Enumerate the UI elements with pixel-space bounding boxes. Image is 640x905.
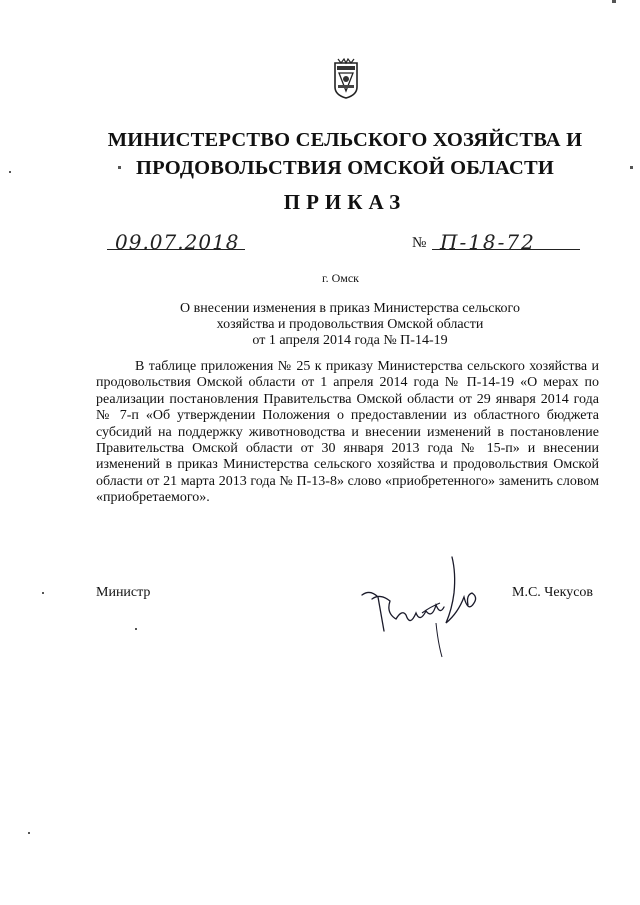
scan-speck <box>42 592 44 594</box>
date-underline <box>107 249 245 250</box>
ministry-line-2: ПРОДОВОЛЬСТВИЯ ОМСКОЙ ОБЛАСТИ <box>135 157 554 179</box>
signatory-name: М.С. Чекусов <box>512 585 594 600</box>
scan-speck <box>28 832 30 834</box>
number-label: № <box>412 235 427 251</box>
scan-speck <box>135 628 137 630</box>
date-handwritten: 09.07.2018 <box>115 230 240 254</box>
ministry-name <box>80 126 610 182</box>
number-handwritten: П-18-72 <box>440 230 536 254</box>
document-type-title: ПРИКАЗ <box>283 190 407 214</box>
scan-speck <box>9 171 11 173</box>
coat-of-arms-icon <box>333 57 359 99</box>
subject-line-3: от 1 апреля 2014 года № П-14-19 <box>252 333 448 348</box>
scan-speck <box>118 166 121 169</box>
order-subject <box>160 301 540 349</box>
subject-line-2: хозяйства и продовольствия Омской области <box>216 317 484 332</box>
order-body-paragraph: В таблице приложения № 25 к приказу Министерства сельского хозяйства и продовольствия Омской области от 1 апреля 2014 года № П-14-19 «О мерах по реализации постановления Правительства Омской области от 29 января 2014 года № 7-п «Об утверждении Положения о предоставлении из областного бюджета субсидий на поддержку животноводства и внесении изменений в постановление Правительства Омской области от 30 января 2013 года № 15-п» и внесении изменений в приказ Министерства сельского хозяйства и продовольствия Омской области от 21 марта 2013 года № П-13-8» слово «приобретенного» заменить словом «приобретаемого». <box>96 359 599 506</box>
scan-speck <box>612 0 616 3</box>
number-underline <box>432 249 580 250</box>
ministry-line-1: МИНИСТЕРСТВО СЕЛЬСКОГО ХОЗЯЙСТВА И <box>107 129 583 151</box>
subject-line-1: О внесении изменения в приказ Министерства сельского <box>180 301 520 316</box>
scan-speck <box>630 166 633 169</box>
handwritten-signature <box>356 553 486 663</box>
signatory-position: Министр <box>96 585 151 600</box>
city: г. Омск <box>322 271 359 285</box>
